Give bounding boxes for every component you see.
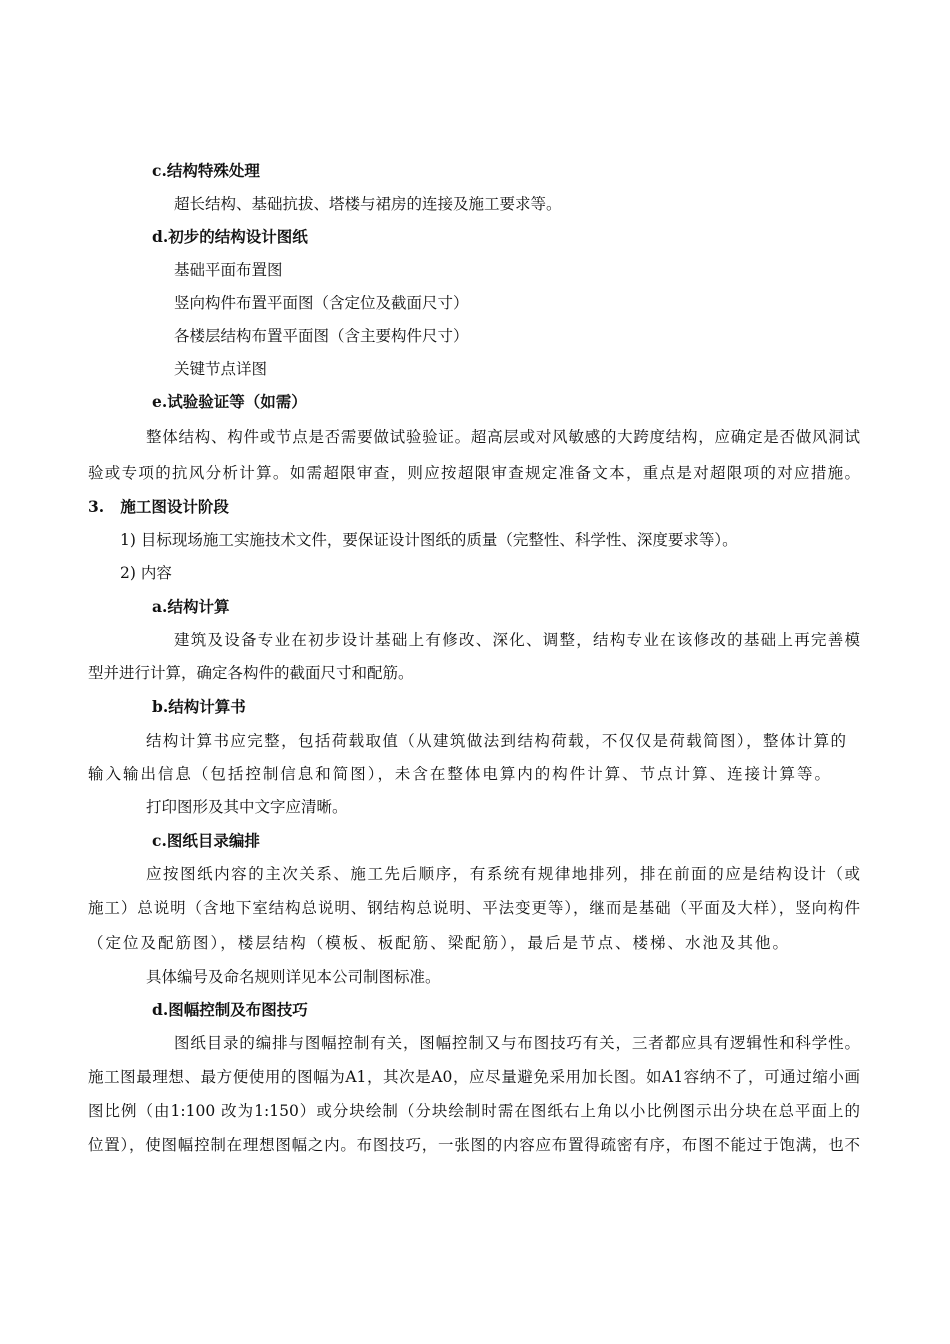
paragraph-line: 整体结构、构件或节点是否需要做试验验证。超高层或对风敏感的大跨度结构，应确定是否做风洞试 xyxy=(146,428,860,446)
paragraph-line: 应按图纸内容的主次关系、施工先后顺序，有系统有规律地排列，排在前面的应是结构设计（或 xyxy=(146,865,860,883)
heading-a-structural-calculation: a.结构计算 xyxy=(152,597,230,616)
paragraph-line: 2) 内容 xyxy=(120,564,172,582)
paragraph-line: 结构计算书应完整，包括荷载取值（从建筑做法到结构荷载，不仅仅是荷载简图），整体计算的 xyxy=(146,732,846,750)
list-item: 各楼层结构布置平面图（含主要构件尺寸） xyxy=(174,327,469,345)
heading-d-sheet-size-control: d.图幅控制及布图技巧 xyxy=(152,1000,308,1019)
list-item: 关键节点详图 xyxy=(174,360,268,378)
paragraph-line: （定位及配筋图），楼层结构（模板、板配筋、梁配筋），最后是节点、楼梯、水池及其他。 xyxy=(88,934,788,952)
paragraph-line: 施工）总说明（含地下室结构总说明、钢结构总说明、平法变更等），继而是基础（平面及大样），竖向构件 xyxy=(88,899,860,917)
heading-b-calculation-book: b.结构计算书 xyxy=(152,697,246,716)
paragraph-line: 1) 目标现场施工实施技术文件，要保证设计图纸的质量（完整性、科学性、深度要求等）。 xyxy=(120,531,738,549)
paragraph-line: 图比例（由1:100 改为1:150）或分块绘制（分块绘制时需在图纸右上角以小比例图示出分块在总平面上的 xyxy=(88,1102,860,1120)
heading-c-drawing-catalog: c.图纸目录编排 xyxy=(152,831,260,850)
paragraph-line: 建筑及设备专业在初步设计基础上有修改、深化、调整，结构专业在该修改的基础上再完善模 xyxy=(174,631,860,649)
heading-d-preliminary-drawings: d.初步的结构设计图纸 xyxy=(152,227,308,246)
paragraph-line: 超长结构、基础抗拔、塔楼与裙房的连接及施工要求等。 xyxy=(174,195,562,213)
paragraph-line: 输入输出信息（包括控制信息和简图），未含在整体电算内的构件计算、节点计算、连接计算等。 xyxy=(88,765,830,783)
paragraph-line: 图纸目录的编排与图幅控制有关，图幅控制又与布图技巧有关，三者都应具有逻辑性和科学性。 xyxy=(174,1034,860,1052)
paragraph-line: 施工图最理想、最方便使用的图幅为A1，其次是A0，应尽量避免采用加长图。如A1容纳不了，可通过缩小画 xyxy=(88,1068,860,1086)
paragraph-line: 型并进行计算，确定各构件的截面尺寸和配筋。 xyxy=(88,664,414,682)
paragraph-line: 验或专项的抗风分析计算。如需超限审查，则应按超限审查规定准备文本，重点是对超限项的对应措施。 xyxy=(88,464,860,482)
section-heading-3: 3. 施工图设计阶段 xyxy=(88,497,229,516)
heading-c-structural-special-treatment: c.结构特殊处理 xyxy=(152,161,260,180)
list-item: 基础平面布置图 xyxy=(174,261,283,279)
paragraph-line: 具体编号及命名规则详见本公司制图标准。 xyxy=(146,968,441,986)
paragraph-line: 位置），使图幅控制在理想图幅之内。布图技巧，一张图的内容应布置得疏密有序，布图不能过于饱满，也不 xyxy=(88,1136,860,1154)
paragraph-line: 打印图形及其中文字应清晰。 xyxy=(146,798,348,816)
heading-e-test-verification: e.试验验证等（如需） xyxy=(152,392,307,411)
list-item: 竖向构件布置平面图（含定位及截面尺寸） xyxy=(174,294,469,312)
